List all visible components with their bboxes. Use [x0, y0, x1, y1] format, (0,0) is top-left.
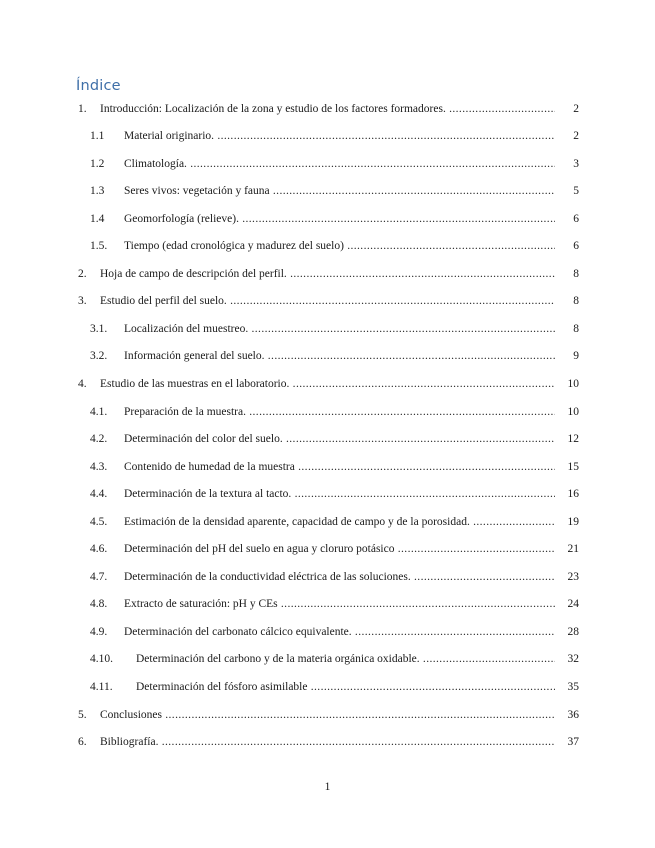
toc-heading: Índice — [76, 78, 121, 94]
toc-entry[interactable] — [90, 238, 579, 254]
toc-entry-page: 3 — [555, 156, 579, 172]
toc-entry-title: Hoja de campo de descripción del perfil. — [100, 268, 287, 280]
toc-entry-page: 2 — [555, 101, 579, 117]
toc-entry-page: 12 — [555, 431, 579, 447]
toc-entry-page: 2 — [555, 128, 579, 144]
toc-entry[interactable] — [78, 266, 579, 282]
toc-entry[interactable] — [78, 293, 579, 309]
toc-entry-page: 37 — [555, 734, 579, 750]
toc-entry-page: 19 — [555, 514, 579, 530]
toc-entry-number: 3. — [78, 295, 87, 307]
toc-entry-title: Extracto de saturación: pH y CEs — [124, 598, 278, 610]
toc-entry[interactable] — [90, 541, 579, 557]
toc-entry-title: Bibliografía. — [100, 736, 159, 748]
toc-entry[interactable] — [90, 569, 579, 585]
toc-entry-title: Localización del muestreo. — [124, 323, 249, 335]
toc-entry-number: 4.1. — [90, 406, 108, 418]
toc-entry-title: Seres vivos: vegetación y fauna — [124, 185, 270, 197]
toc-entry-title: Estudio del perfil del suelo. — [100, 295, 227, 307]
toc-entry-page: 28 — [555, 624, 579, 640]
toc-entry[interactable] — [90, 596, 579, 612]
toc-entry-number: 1.4 — [90, 213, 105, 225]
toc-entry-page: 15 — [555, 459, 579, 475]
toc-entry-page: 35 — [555, 679, 579, 695]
toc-entry-title: Geomorfología (relieve). — [124, 213, 239, 225]
toc-entry-title: Determinación del carbonato cálcico equivalente. — [124, 626, 352, 638]
toc-entry-title: Determinación de la conductividad eléctrica de las soluciones. — [124, 571, 411, 583]
toc-entry-page: 24 — [555, 596, 579, 612]
toc-entry-number: 1.3 — [90, 185, 105, 197]
toc-entry[interactable] — [90, 156, 579, 172]
toc-entry-number: 1. — [78, 103, 87, 115]
toc-entry[interactable] — [90, 128, 579, 144]
toc-entry-page: 8 — [555, 266, 579, 282]
toc-entry-title: Tiempo (edad cronológica y madurez del suelo) — [124, 240, 344, 252]
toc-entry-title: Determinación del color del suelo. — [124, 433, 283, 445]
toc-entry[interactable] — [90, 514, 579, 530]
toc-entry[interactable] — [78, 376, 579, 392]
toc-entry-number: 3.2. — [90, 350, 108, 362]
toc-entry[interactable] — [90, 211, 579, 227]
page-number: 1 — [324, 781, 331, 793]
toc-entry-page: 9 — [555, 348, 579, 364]
toc-entry[interactable] — [90, 459, 579, 475]
toc-entry-number: 4.9. — [90, 626, 108, 638]
toc-entry[interactable] — [78, 101, 579, 117]
toc-entry-number: 6. — [78, 736, 87, 748]
toc-entry-number: 4.6. — [90, 543, 108, 555]
toc-entry[interactable] — [78, 707, 579, 723]
toc-entry[interactable] — [90, 679, 579, 695]
toc-entry-title: Información general del suelo. — [124, 350, 265, 362]
toc-entry-title: Estimación de la densidad aparente, capacidad de campo y de la porosidad. — [124, 516, 470, 528]
toc-entry[interactable] — [90, 321, 579, 337]
toc-entry-title: Preparación de la muestra. — [124, 406, 246, 418]
toc-entry-number: 4. — [78, 378, 87, 390]
toc-entry-title: Determinación del fósforo asimilable — [136, 681, 308, 693]
toc-entry-title: Introducción: Localización de la zona y estudio de los factores formadores. — [100, 103, 446, 115]
toc-entry[interactable] — [78, 734, 579, 750]
toc-entry-title: Contenido de humedad de la muestra — [124, 461, 295, 473]
toc-entry-page: 8 — [555, 293, 579, 309]
toc-entry-page: 6 — [555, 211, 579, 227]
toc-entry[interactable] — [90, 624, 579, 640]
toc-entry-number: 2. — [78, 268, 87, 280]
toc-entry[interactable] — [90, 404, 579, 420]
toc-entry-page: 5 — [555, 183, 579, 199]
toc-entry-number: 4.5. — [90, 516, 108, 528]
toc-entry-page: 16 — [555, 486, 579, 502]
toc-entry-title: Determinación del pH del suelo en agua y cloruro potásico — [124, 543, 395, 555]
toc-entry-number: 1.5. — [90, 240, 108, 252]
toc-entry-page: 21 — [555, 541, 579, 557]
toc-entry-number: 5. — [78, 709, 87, 721]
toc-entry-number: 4.2. — [90, 433, 108, 445]
toc-entry-number: 3.1. — [90, 323, 108, 335]
toc-entry-number: 1.2 — [90, 158, 105, 170]
toc-entry[interactable] — [90, 183, 579, 199]
toc-entry-number: 4.10. — [90, 653, 113, 665]
toc-entry-number: 4.11. — [90, 681, 113, 693]
toc-entry-page: 10 — [555, 404, 579, 420]
toc-entry[interactable] — [90, 486, 579, 502]
toc-entry-page: 36 — [555, 707, 579, 723]
toc-entry-page: 6 — [555, 238, 579, 254]
toc-entry-page: 23 — [555, 569, 579, 585]
toc-entry-number: 4.3. — [90, 461, 108, 473]
toc-entry-title: Determinación de la textura al tacto. — [124, 488, 292, 500]
toc-entry-title: Climatología. — [124, 158, 187, 170]
toc-entry[interactable] — [90, 651, 579, 667]
toc-entry-page: 10 — [555, 376, 579, 392]
toc-entry-page: 32 — [555, 651, 579, 667]
toc-entry-number: 4.8. — [90, 598, 108, 610]
toc-entry-number: 4.7. — [90, 571, 108, 583]
toc-entry[interactable] — [90, 348, 579, 364]
toc-entry-title: Determinación del carbono y de la materia orgánica oxidable. — [136, 653, 420, 665]
toc-entry-title: Conclusiones — [100, 709, 162, 721]
toc-entry[interactable] — [90, 431, 579, 447]
toc-entry-title: Estudio de las muestras en el laboratorio. — [100, 378, 290, 390]
toc-entry-page: 8 — [555, 321, 579, 337]
toc-entry-title: Material originario. — [124, 130, 215, 142]
toc-entry-number: 1.1 — [90, 130, 105, 142]
toc-entry-number: 4.4. — [90, 488, 108, 500]
